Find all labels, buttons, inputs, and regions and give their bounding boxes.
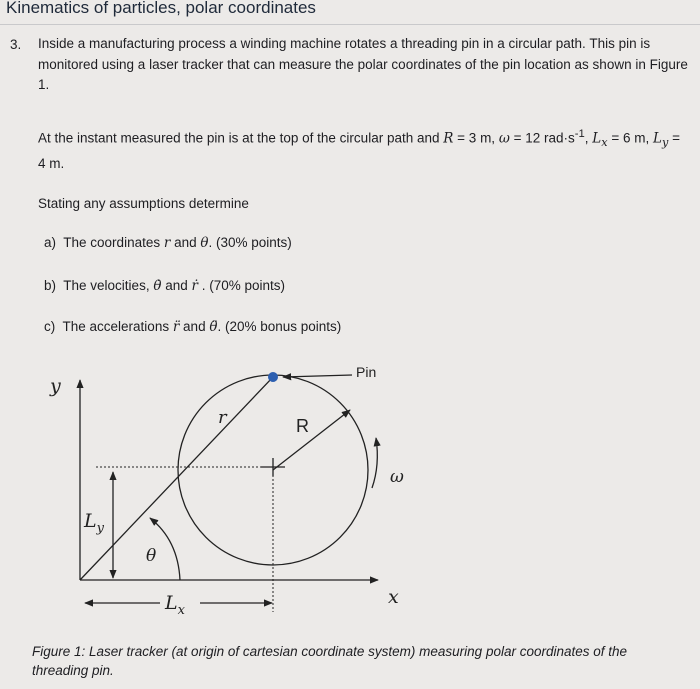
symbol-Ly-sub: y [662, 136, 669, 150]
symbol-Lx: L [592, 130, 602, 147]
part-b-symbol-rdot: ṙ [191, 278, 198, 294]
value-omega: = 12 rad·s [509, 130, 575, 146]
x-axis-label: x [388, 586, 399, 608]
page-title: Kinematics of particles, polar coordinates [6, 0, 316, 17]
part-c-and: and [179, 319, 210, 334]
circular-path [178, 375, 368, 565]
part-c-symbol-rddot: r̈ [172, 319, 180, 335]
pin-dot [268, 372, 278, 382]
part-a-text: The coordinates [63, 235, 164, 250]
Lx-label-main: L [165, 592, 178, 614]
symbol-omega: ω [498, 130, 510, 147]
part-c-points: . (20% bonus points) [217, 319, 342, 334]
value-R: = 3 m, [453, 130, 499, 146]
part-a-and: and [170, 235, 201, 250]
Ly-label [83, 510, 105, 536]
r-label: r [218, 407, 227, 428]
part-b [44, 278, 285, 294]
part-a-label: a) [44, 235, 57, 250]
omega-exponent: -1 [574, 128, 585, 140]
part-c-symbol-thetaddot: θ̈ [209, 319, 218, 335]
Ly-label-sub: y [96, 521, 104, 536]
pin-arrow [283, 375, 352, 377]
Lx-label [164, 592, 186, 618]
part-b-symbol-thetadot: θ̇ [153, 278, 162, 294]
part-b-text: The velocities, [63, 278, 154, 293]
omega-label: ω [390, 467, 404, 487]
pin-label: Pin [356, 364, 377, 380]
symbol-Ly: L [653, 130, 662, 147]
R-line [273, 410, 350, 470]
Lx-label-sub: x [177, 603, 185, 618]
value-Ly: = 4 m. [38, 130, 680, 171]
Ly-label-main: L [84, 510, 97, 532]
theta-label: θ [146, 546, 157, 566]
part-b-label: b) [44, 278, 57, 293]
omega-arrow [372, 438, 377, 488]
separator: , [584, 130, 593, 146]
value-Lx: = 6 m, [607, 130, 654, 146]
part-c [44, 319, 341, 335]
part-a-symbol-r: r [163, 235, 171, 251]
figure-caption: Figure 1: Laser tracker (at origin of cartesian coordinate system) measuring polar coordinates of the threading pin. [32, 644, 628, 678]
title-divider [0, 24, 700, 25]
symbol-R: R [443, 130, 454, 147]
r-line [80, 377, 273, 580]
symbol-Lx-sub: x [601, 136, 608, 150]
R-label: R [296, 416, 309, 436]
part-c-text: The accelerations [62, 319, 173, 334]
question-number: 3. [10, 37, 22, 52]
given-text: At the instant measured the pin is at the top of the circular path and [38, 130, 444, 146]
given-values [38, 124, 690, 174]
question-intro: Inside a manufacturing process a winding machine rotates a threading pin in a circular path. This pin is monitored using a laser tracker that can measure the polar coordinates of the pin location as shown in Figure 1. [38, 36, 688, 92]
part-a [44, 235, 292, 251]
part-a-symbol-theta: θ [200, 235, 209, 251]
part-b-and: and [161, 278, 192, 293]
theta-arc [150, 518, 180, 580]
part-b-points: . (70% points) [197, 278, 286, 293]
part-c-label: c) [44, 319, 56, 334]
stating-assumptions: Stating any assumptions determine [38, 196, 249, 211]
part-a-points: . (30% points) [208, 235, 292, 250]
y-axis-label: y [50, 375, 61, 397]
